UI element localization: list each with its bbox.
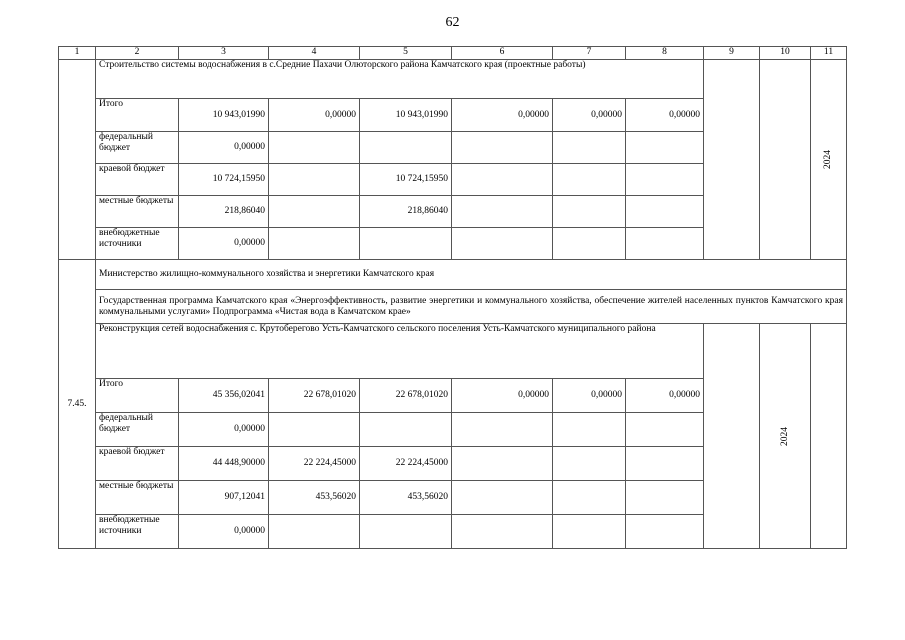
section1-year: 2024 (811, 60, 847, 260)
row-label: федеральный бюджет (96, 132, 179, 164)
value-cell (553, 228, 626, 260)
section1-code-cell (59, 60, 96, 260)
value-cell: 0,00000 (269, 99, 360, 132)
section2-code: 7.45. (59, 260, 96, 549)
section1-title: Строительство системы водоснабжения в с.Средние Пахачи Олюторского района Камчатского края (проектные работы) (96, 60, 704, 99)
value-cell (269, 196, 360, 228)
row-label: краевой бюджет (96, 164, 179, 196)
value-cell: 0,00000 (452, 99, 553, 132)
value-cell: 44 448,90000 (179, 447, 269, 481)
header-cell: 3 (179, 47, 269, 60)
value-cell: 10 943,01990 (360, 99, 452, 132)
value-cell: 0,00000 (553, 99, 626, 132)
value-cell: 10 943,01990 (179, 99, 269, 132)
header-cell: 4 (269, 47, 360, 60)
value-cell (626, 481, 704, 515)
value-cell (553, 515, 626, 549)
row-label: местные бюджеты (96, 196, 179, 228)
value-cell: 22 678,01020 (269, 379, 360, 413)
value-cell (269, 228, 360, 260)
value-cell (452, 196, 553, 228)
section2-col11 (811, 324, 847, 549)
section2-program: Государственная программа Камчатского края «Энергоэффективность, развитие энергетики и коммунального хозяйства, обеспечение жителей населенных пунктов Камчатского края коммунальными услугами» Подпрограмма «Чистая вода в Камчатском крае» (96, 290, 847, 324)
section2-col9 (704, 324, 760, 549)
value-cell: 0,00000 (179, 132, 269, 164)
section1-title-row (59, 60, 847, 99)
value-cell (626, 228, 704, 260)
value-cell (553, 196, 626, 228)
value-cell: 0,00000 (179, 413, 269, 447)
header-cell: 5 (360, 47, 452, 60)
value-cell: 907,12041 (179, 481, 269, 515)
value-cell (553, 164, 626, 196)
section2-ministry: Министерство жилищно-коммунального хозяйства и энергетики Камчатского края (96, 260, 847, 290)
value-cell: 22 678,01020 (360, 379, 452, 413)
value-cell (626, 132, 704, 164)
row-label: федеральный бюджет (96, 413, 179, 447)
value-cell: 0,00000 (179, 228, 269, 260)
row-label: внебюджетные источники (96, 515, 179, 549)
value-cell: 453,56020 (360, 481, 452, 515)
value-cell (452, 481, 553, 515)
header-cell: 6 (452, 47, 553, 60)
value-cell (452, 164, 553, 196)
value-cell: 218,86040 (360, 196, 452, 228)
value-cell: 22 224,45000 (360, 447, 452, 481)
value-cell (553, 481, 626, 515)
header-cell: 8 (626, 47, 704, 60)
value-cell (553, 413, 626, 447)
header-cell: 10 (760, 47, 811, 60)
value-cell: 22 224,45000 (269, 447, 360, 481)
header-cell: 1 (59, 47, 96, 60)
value-cell (452, 413, 553, 447)
value-cell (269, 515, 360, 549)
value-cell: 45 356,02041 (179, 379, 269, 413)
value-cell (360, 228, 452, 260)
value-cell (626, 515, 704, 549)
value-cell (452, 228, 553, 260)
value-cell (360, 132, 452, 164)
value-cell (626, 413, 704, 447)
value-cell: 0,00000 (452, 379, 553, 413)
header-row (59, 47, 847, 60)
value-cell (269, 132, 360, 164)
value-cell (553, 447, 626, 481)
section2-program-row (59, 290, 847, 324)
header-cell: 7 (553, 47, 626, 60)
section2-project-row (59, 324, 847, 379)
value-cell: 218,86040 (179, 196, 269, 228)
row-label: внебюджетные источники (96, 228, 179, 260)
value-cell (269, 413, 360, 447)
value-cell (360, 515, 452, 549)
value-cell (626, 164, 704, 196)
section2-project: Реконструкция сетей водоснабжения с. Крутоберегово Усть-Камчатского сельского поселения Усть-Камчатского муниципального района (96, 324, 704, 379)
section1-col10 (760, 60, 811, 260)
value-cell: 0,00000 (626, 99, 704, 132)
value-cell: 10 724,15950 (179, 164, 269, 196)
budget-table (58, 46, 847, 549)
row-label: Итого (96, 99, 179, 132)
page-number: 62 (445, 15, 460, 30)
value-cell (360, 413, 452, 447)
header-cell: 9 (704, 47, 760, 60)
section2-year: 2024 (760, 324, 811, 549)
value-cell (553, 132, 626, 164)
section1-col9 (704, 60, 760, 260)
value-cell: 0,00000 (553, 379, 626, 413)
value-cell: 0,00000 (626, 379, 704, 413)
value-cell: 0,00000 (179, 515, 269, 549)
row-label: краевой бюджет (96, 447, 179, 481)
value-cell (626, 196, 704, 228)
value-cell: 10 724,15950 (360, 164, 452, 196)
value-cell (452, 447, 553, 481)
section2-ministry-row (59, 260, 847, 290)
row-label: Итого (96, 379, 179, 413)
value-cell (452, 515, 553, 549)
header-cell: 11 (811, 47, 847, 60)
value-cell (452, 132, 553, 164)
header-cell: 2 (96, 47, 179, 60)
value-cell: 453,56020 (269, 481, 360, 515)
value-cell (626, 447, 704, 481)
value-cell (269, 164, 360, 196)
row-label: местные бюджеты (96, 481, 179, 515)
